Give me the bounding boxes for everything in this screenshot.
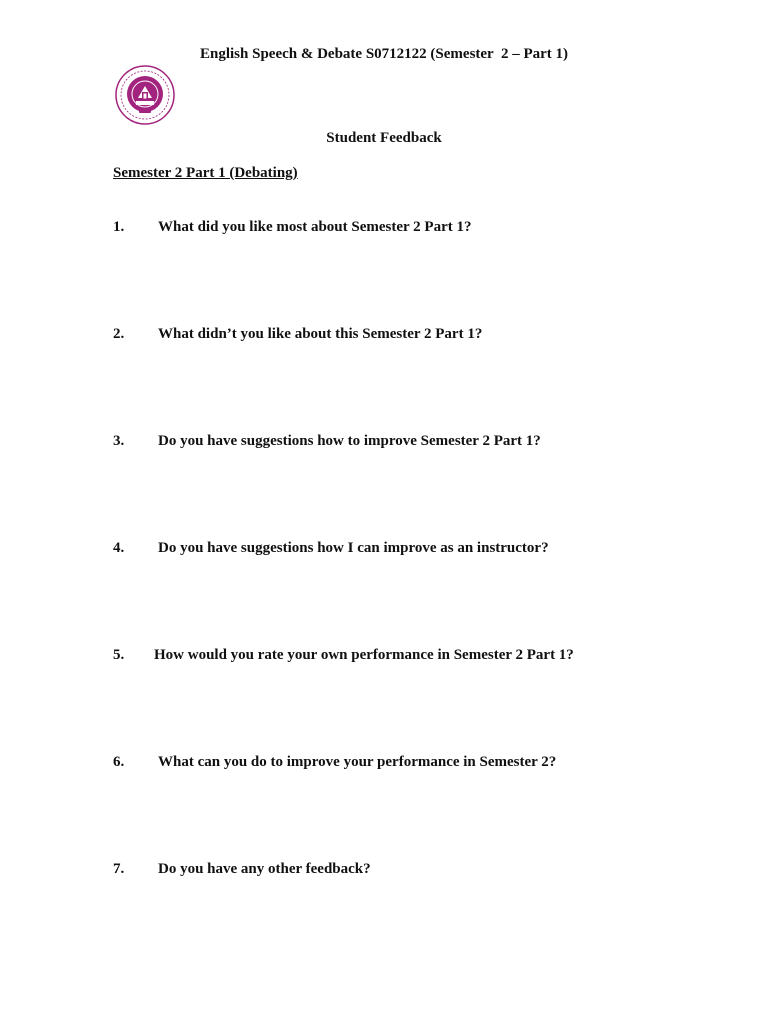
question-number: 4. <box>113 540 125 556</box>
question-text: Do you have any other feedback? <box>158 861 371 877</box>
university-seal-icon <box>114 64 176 126</box>
question-text: Do you have suggestions how to improve Semester 2 Part 1? <box>158 433 541 449</box>
question-7 <box>113 861 371 878</box>
question-text: Do you have suggestions how I can improve as an instructor? <box>158 540 549 556</box>
question-text: What did you like most about Semester 2 Part 1? <box>158 219 472 235</box>
question-1 <box>113 219 471 236</box>
question-text: How would you rate your own performance in Semester 2 Part 1? <box>154 647 574 663</box>
section-heading: Semester 2 Part 1 (Debating) <box>113 165 298 181</box>
question-number: 1. <box>113 219 125 235</box>
question-2 <box>113 326 482 343</box>
question-number: 6. <box>113 754 125 770</box>
question-number: 5. <box>113 647 125 663</box>
question-number: 3. <box>113 433 125 449</box>
document-header: English Speech & Debate S0712122 (Semester 2 – Part 1) <box>199 46 569 62</box>
question-text: What can you do to improve your performance in Semester 2? <box>158 754 557 770</box>
question-number: 7. <box>113 861 125 877</box>
question-5 <box>113 647 574 664</box>
form-title: Student Feedback <box>326 130 442 146</box>
question-6 <box>113 754 556 771</box>
question-3 <box>113 433 541 450</box>
question-text: What didn’t you like about this Semester 2 Part 1? <box>158 326 483 342</box>
question-4 <box>113 540 549 557</box>
question-number: 2. <box>113 326 125 342</box>
